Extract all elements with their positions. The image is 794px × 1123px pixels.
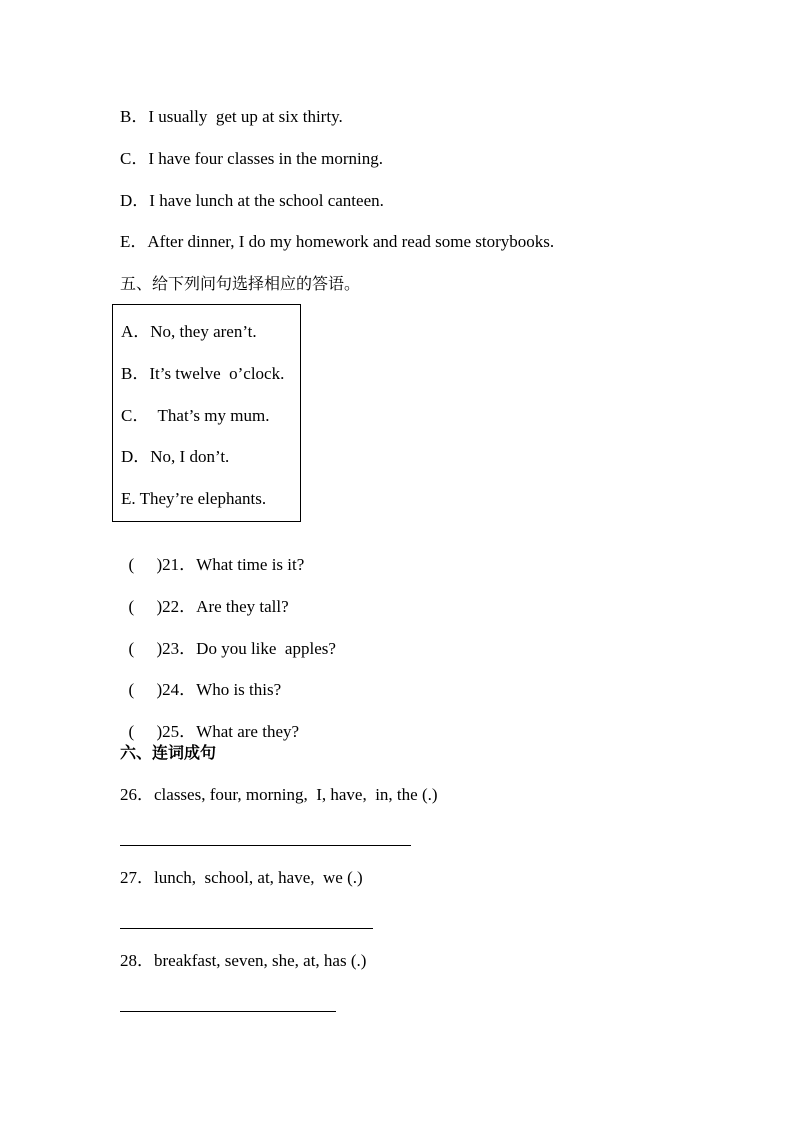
question-text: )25．What are they? (156, 722, 300, 741)
option-d-text: D．I have lunch at the school canteen. (120, 191, 384, 210)
question-28: 28．breakfast, seven, she, at, has (.) (120, 951, 367, 970)
section6-title: 六、连词成句 (120, 743, 217, 762)
question-26: 26．classes, four, morning, I, have, in, the (.) (120, 785, 438, 804)
question-text: )24．Who is this? (156, 680, 282, 699)
answer-paren[interactable]: ( (128, 555, 135, 574)
answer-line-27[interactable] (120, 928, 373, 929)
answer-paren[interactable]: ( (128, 639, 135, 658)
option-b-text: B．I usually get up at six thirty. (120, 107, 343, 126)
answer-options-box (112, 304, 301, 522)
answer-line-28[interactable] (120, 1011, 336, 1012)
box-option-b: B．It’s twelve o’clock. (121, 364, 285, 383)
question-23 (120, 619, 336, 659)
box-option-c: C． That’s my mum. (121, 406, 270, 425)
answer-paren[interactable]: ( (128, 722, 135, 741)
box-option-e: E. They’re elephants. (121, 489, 267, 508)
answer-paren[interactable]: ( (128, 597, 135, 616)
box-option-d: D．No, I don’t. (121, 447, 230, 466)
question-25 (120, 702, 299, 742)
section5-title: 五、给下列问句选择相应的答语。 (120, 274, 361, 293)
question-text: )22．Are they tall? (156, 597, 289, 616)
box-option-a: A．No, they aren’t. (121, 322, 257, 341)
question-text: )23．Do you like apples? (156, 639, 336, 658)
option-c-text: C．I have four classes in the morning. (120, 149, 383, 168)
answer-paren[interactable]: ( (128, 680, 135, 699)
answer-line-26[interactable] (120, 845, 411, 846)
question-24 (120, 660, 281, 700)
question-22 (120, 577, 289, 617)
question-27: 27．lunch, school, at, have, we (.) (120, 868, 363, 887)
question-21 (120, 535, 304, 575)
option-e-text: E．After dinner, I do my homework and read some storybooks. (120, 232, 555, 251)
question-text: )21．What time is it? (156, 555, 305, 574)
